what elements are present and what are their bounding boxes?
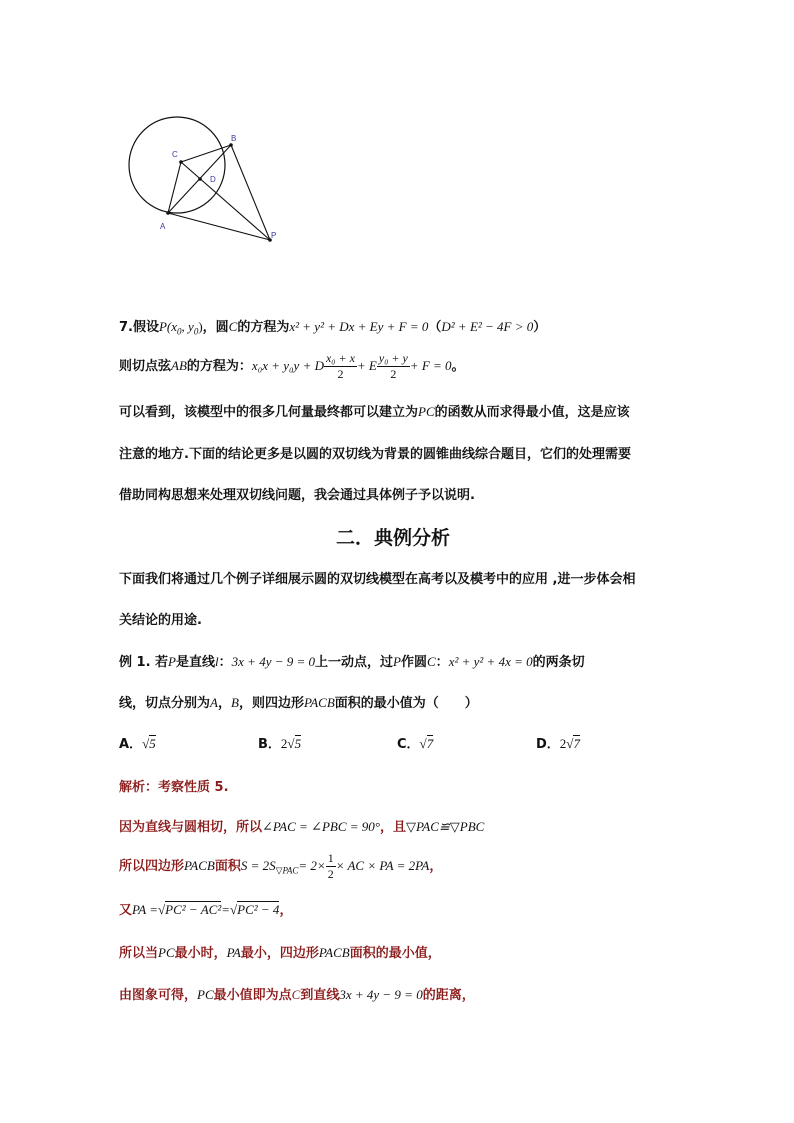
label-p: P (271, 231, 277, 240)
option-a[interactable]: A．√5 (119, 736, 156, 752)
fraction-half: $\frac{1}{2}$ (327, 851, 334, 881)
option-b[interactable]: B．2√5 (258, 736, 302, 752)
section-heading: 二．典例分析 (336, 527, 451, 549)
item7-line1: 7.假设$P(x_0$, $y_0$)，圆C的方程为x² + y² + Dx + Ey + F = 0（D² + E² − 4F > 0） (119, 319, 547, 337)
item7-line2: 则切点弦AB的方程为：x₀x + y₀y + D $\frac{\text{x₀ + x}}{2}$ + E $\frac{\text{y₀ + y}}{2}$ + F = 0。 (119, 351, 465, 381)
line-equation: 3x + 4y − 9 = 0 (231, 654, 316, 669)
geometry-figure (110, 100, 310, 260)
example1-line2: 线，切点分别为A，B，则四边形PACB面积的最小值为（ ） (119, 695, 478, 711)
label-a: A (160, 222, 166, 231)
label-b: B (231, 134, 237, 143)
option-c[interactable]: C．√7 (397, 736, 434, 752)
chord-equation-start: x₀x + y₀y + D (251, 358, 324, 373)
circle-equation-example: x² + y² + 4x = 0 (448, 654, 533, 669)
solution-line2: 所以四边形PACB面积$S = 2S_{▽PAC}= 2\times$ $\frac{1}{2}$ × AC × PA = 2PA， (119, 851, 443, 881)
point-d (198, 177, 202, 181)
solution-line4: 所以当PC最小时，PA最小，四边形PACB面积的最小值， (119, 945, 441, 961)
solution-line0: 解析：考察性质 5. (119, 780, 229, 795)
label-d: D (210, 175, 216, 184)
point-b (229, 143, 233, 147)
point-c (179, 160, 183, 164)
solution-line1: 因为直线与圆相切，所以∠PAC = ∠PBC = 90°，且▽PAC≌▽PBC (119, 819, 485, 835)
fraction-x: $\frac{\text{x₀ + x}}{2}$ (325, 351, 355, 381)
item7-prefix: 7.假设 (119, 320, 159, 335)
segment-bp (231, 145, 270, 240)
para1-line2: 注意的地方.下面的结论更多是以圆的双切线为背景的圆锥曲线综合题目，它们的处理需要 (119, 447, 631, 462)
para2-line1: 下面我们将通过几个例子详细展示圆的双切线模型在高考以及模考中的应用 ,进一步体会相 (119, 572, 636, 587)
solution-line5: 由图象可得，PC最小值即为点C到直线3x + 4y − 9 = 0的距离， (119, 987, 475, 1003)
solution-line3: 又PA =√PC² − AC²=√PC² − 4， (119, 902, 293, 918)
circle-equation: x² + y² + Dx + Ey + F = 0 (289, 319, 429, 334)
point-a (166, 211, 170, 215)
para2-line2: 关结论的用途. (119, 613, 202, 628)
circle-condition: D² + E² − 4F > 0 (441, 319, 534, 334)
example1-line1: 例 1. 若P是直线l：3x + 4y − 9 = 0上一动点，过P作圆C：x² + y² + 4x = 0的两条切 (119, 654, 585, 670)
point-p-coord: $P(x_0$, $y_0$) (158, 319, 203, 337)
para1-line3: 借助同构思想来处理双切线问题，我会通过具体例子予以说明. (119, 488, 475, 503)
label-c: C (172, 150, 178, 159)
fraction-y: $\frac{\text{y₀ + y}}{2}$ (378, 351, 408, 381)
circle-c (129, 117, 225, 213)
para1-line1: 可以看到，该模型中的很多几何量最终都可以建立为PC的函数从而求得最小值，这是应该 (119, 404, 630, 420)
option-d[interactable]: D．2√7 (536, 736, 580, 752)
